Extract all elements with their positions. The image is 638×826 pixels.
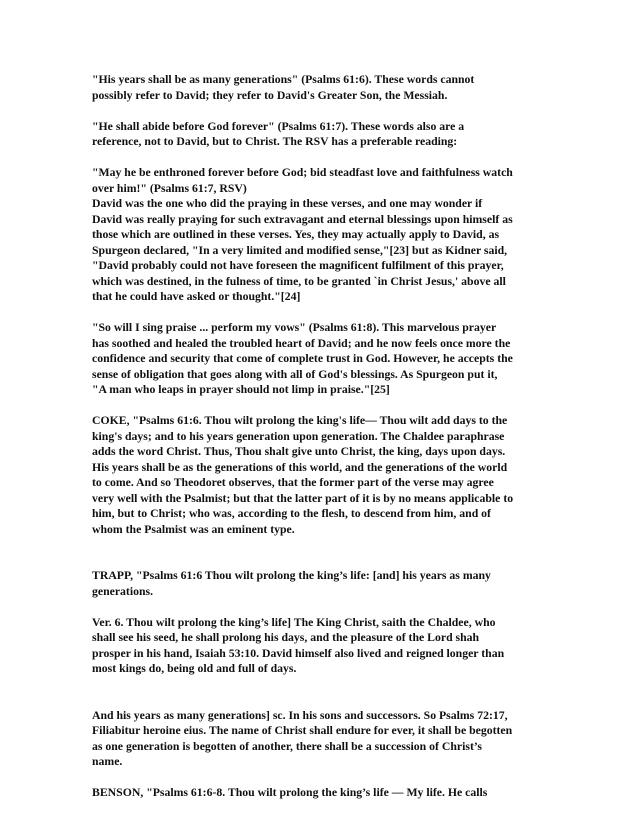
paragraph-spacer bbox=[92, 305, 552, 321]
paragraph-coke: COKE, "Psalms 61:6. Thou wilt prolong the king's life— Thou wilt add days to the king's days; and to his years generation upon generation. The Chaldee paraphrase adds the word Christ. Thus, Thou shalt give unto Christ, the king, days upon days. His years shall be as the generations of this world, and the generations of the world to come. And so Theodoret observes, that the former part of the verse may agree very well with the Psalmist; but that the latter part of it is by no means applicable to him, but to Christ; who was, according to the flesh, to descend from him, and of whom the Psalmist was an eminent type. bbox=[92, 414, 514, 536]
paragraph-spacer bbox=[92, 537, 552, 568]
paragraph-spacer bbox=[92, 599, 552, 615]
paragraph-spacer bbox=[92, 398, 552, 414]
paragraph-psalms-61-8: "So will I sing praise ... perform my vows" (Psalms 61:8). This marvelous prayer has soothed and healed the troubled heart of David; and he now feels once more the confidence and security that come of complete trust in God. However, he accepts the sense of obligation that goes along with all of God's blessings. As Spurgeon put it, "A man who leaps in prayer should not limp in praise."[25] bbox=[92, 321, 513, 396]
paragraph-spacer bbox=[92, 770, 552, 786]
paragraph-psalms-61-6: "His years shall be as many generations" (Psalms 61:6). These words cannot possibly refer to David; they refer to David's Greater Son, the Messiah. bbox=[92, 73, 475, 102]
paragraph-psalms-61-7: "He shall abide before God forever" (Psalms 61:7). These words also are a reference, not to David, but to Christ. The RSV has a preferable reading: bbox=[92, 119, 465, 148]
paragraph-spacer bbox=[92, 150, 552, 166]
paragraph-spacer bbox=[92, 103, 552, 119]
document-page bbox=[92, 72, 552, 801]
paragraph-rsv-reading: "May he be enthroned forever before God; bid steadfast love and faithfulness watch over him!" (Psalms 61:7, RSV) David was the one who did the praying in these verses, and one may wonder if David was really praying for such extravagant and eternal blessings upon himself as those which are outlined in these verses. Yes, they may actually apply to David, as Spurgeon declared, "In a very limited and modified sense,"[23] but as Kidner said, "David probably could not have foreseen the magnificent fulfilment of this prayer, which was destined, in the fulness of time, to be granted `in Christ Jesus,' above all that he could have asked or thought."[24] bbox=[92, 166, 513, 303]
paragraph-benson: BENSON, "Psalms 61:6-8. Thou wilt prolong the king’s life — My life. He calls bbox=[92, 786, 488, 799]
paragraph-spacer bbox=[92, 677, 552, 708]
paragraph-ver-6: Ver. 6. Thou wilt prolong the king’s life] The King Christ, saith the Chaldee, who shall see his seed, he shall prolong his days, and the pleasure of the Lord shah prosper in his hand, Isaiah 53:10. David himself also lived and reigned longer than most kings do, being old and full of days. bbox=[92, 615, 505, 675]
paragraph-trapp: TRAPP, "Psalms 61:6 Thou wilt prolong the king’s life: [and] his years as many generations. bbox=[92, 569, 491, 598]
paragraph-his-years: And his years as many generations] sc. In his sons and successors. So Psalms 72:17, Filiabitur heroine eius. The name of Christ shall endure for ever, it shall be begotten as one generation is begotten of another, there shall be a succession of Christ’s name. bbox=[92, 708, 513, 768]
